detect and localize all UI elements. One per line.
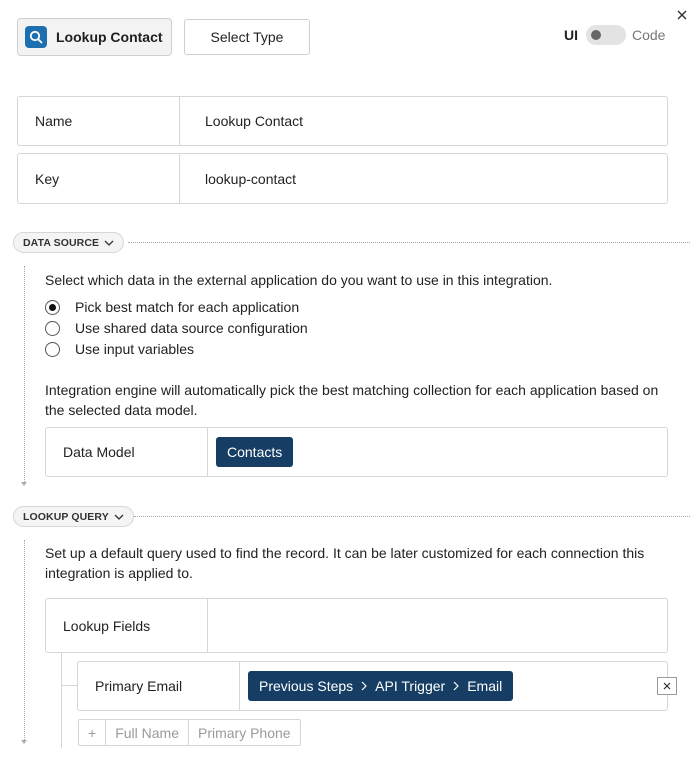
- radio-button[interactable]: [45, 300, 60, 315]
- lookup-field-primary-email: [77, 661, 668, 711]
- radio-shared-data-source[interactable]: [45, 319, 308, 337]
- chevron-right-icon: [361, 681, 367, 691]
- guide-arrow-icon: [21, 740, 27, 744]
- section-divider: [134, 516, 690, 517]
- name-label: Name: [18, 97, 180, 145]
- key-input[interactable]: lookup-contact: [205, 170, 297, 187]
- path-segment: Previous Steps: [259, 678, 354, 694]
- tree-connector: [61, 653, 62, 748]
- key-row: [17, 153, 668, 204]
- name-row: [17, 96, 668, 146]
- integration-type-chip[interactable]: [17, 18, 172, 56]
- data-model-chip[interactable]: Contacts: [216, 437, 293, 467]
- add-field-button[interactable]: +: [79, 720, 106, 745]
- ui-code-toggle[interactable]: [586, 25, 626, 45]
- data-source-section-toggle[interactable]: [13, 232, 124, 253]
- lookup-query-description: Set up a default query used to find the record. It can be later customized for each connection this integration is applied to.: [45, 545, 645, 581]
- toggle-knob: [591, 30, 601, 40]
- chevron-down-icon: [114, 514, 124, 520]
- select-type-button[interactable]: Select Type: [184, 19, 310, 55]
- section-divider: [128, 242, 690, 243]
- radio-label: Use input variables: [75, 341, 195, 357]
- path-segment: API Trigger: [375, 678, 446, 694]
- chevron-right-icon: [453, 681, 459, 691]
- path-segment: Email: [467, 678, 503, 694]
- field-label: Primary Email: [78, 662, 240, 710]
- radio-label: Use shared data source configuration: [75, 320, 308, 336]
- add-field-option[interactable]: Primary Phone: [197, 724, 291, 741]
- key-label: Key: [18, 154, 180, 203]
- add-field-option[interactable]: Full Name: [106, 720, 189, 745]
- lookup-query-section-toggle[interactable]: [13, 506, 134, 527]
- lookup-fields-label: Lookup Fields: [46, 599, 208, 652]
- close-icon: [662, 681, 672, 691]
- data-model-row: [45, 427, 668, 477]
- remove-field-button[interactable]: [657, 677, 677, 695]
- radio-label: Pick best match for each application: [75, 299, 300, 315]
- data-source-note: Integration engine will automatically pick the best matching collection for each application based on the selected data model.: [45, 382, 659, 418]
- add-lookup-field-bar: [78, 719, 301, 746]
- lookup-fields-value: [208, 599, 667, 652]
- integration-type-label: Lookup Contact: [56, 29, 163, 45]
- search-icon: [25, 26, 47, 48]
- lookup-query-title: LOOKUP QUERY: [23, 510, 109, 523]
- guide-arrow-icon: [21, 482, 27, 486]
- data-source-description: Select which data in the external application do you want to use in this integration.: [45, 272, 553, 288]
- radio-button[interactable]: [45, 342, 60, 357]
- section-guide-line: [24, 266, 25, 482]
- code-mode-label: Code: [632, 27, 666, 43]
- name-input[interactable]: Lookup Contact: [205, 113, 304, 129]
- data-source-title: DATA SOURCE: [23, 236, 100, 249]
- data-model-label: Data Model: [46, 428, 208, 476]
- close-icon[interactable]: [674, 7, 690, 23]
- tree-connector: [61, 685, 77, 686]
- ui-mode-label: UI: [564, 27, 578, 43]
- chevron-down-icon: [104, 240, 114, 246]
- lookup-fields-row: [45, 598, 668, 653]
- radio-button[interactable]: [45, 321, 60, 336]
- section-guide-line: [24, 540, 25, 740]
- radio-input-variables[interactable]: [45, 340, 194, 358]
- field-value-chip[interactable]: [248, 671, 513, 701]
- radio-pick-best-match[interactable]: [45, 298, 299, 316]
